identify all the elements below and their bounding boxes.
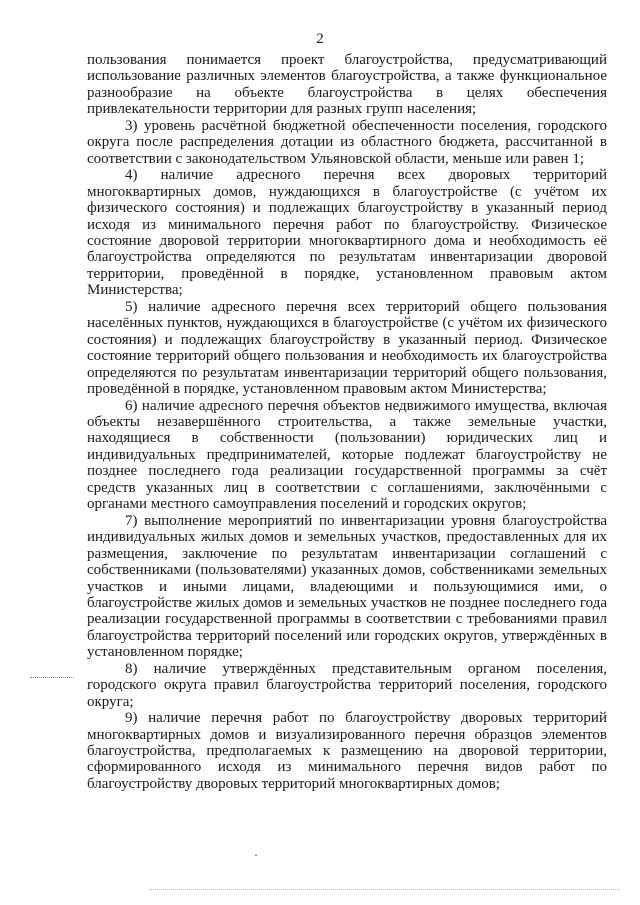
paragraph-item-6: 6) наличие адресного перечня объектов недвижимого имущества, включая объекты незавершённого строительства, а также земельные участки, находящиеся в собственности (пользовании) юридических лиц и индивидуальных предпринимателей, которые подлежат благоустройству не позднее последнего года реализации государственной программы за счёт средств указанных лиц в соответствии с соглашениями, заключёнными с органами местного самоуправления поселений и городских округов; bbox=[87, 397, 607, 513]
paragraph-item-7: 7) выполнение мероприятий по инвентаризации уровня благоустройства индивидуальных жилых домов и земельных участков, предоставленных для их размещения, заключение по результатам инвентаризации соглашений с собственниками (пользователями) указанных домов, собственниками земельных участков и иными лицами, владеющими и пользующимися ими, о благоустройстве жилых домов и земельных участков не позднее последнего года реализации государственной программы в соответствии с требованиями правил благоустройства территорий поселений или городских округов, утверждённых в установленном порядке; bbox=[87, 512, 607, 661]
scan-dot bbox=[255, 854, 257, 856]
paragraph-item-9: 9) наличие перечня работ по благоустройству дворовых территорий многоквартирных домов и визуализированного перечня образцов элементов благоустройства, предполагаемых к размещению на дворовой территории, сформированного исходя из минимального перечня видов работ по благоустройству дворовых территорий многоквартирных домов; bbox=[87, 710, 607, 792]
paragraph-item-4: 4) наличие адресного перечня всех дворовых территорий многоквартирных домов, нуждающихся в благоустройстве (с учётом их физического состояния) и подлежащих благоустройству в указанный период исходя из минимального перечня работ по благоустройству. Физическое состояние дворовой территории многоквартирного дома и необходимость её благоустройства определяются по результатам инвентаризации дворовой территории, проведённой в порядке, установленном правовым актом Министерства; bbox=[87, 167, 607, 299]
paragraph-item-5: 5) наличие адресного перечня всех территорий общего пользования населённых пунктов, нуждающихся в благоустройстве (с учётом их физического состояния) и подлежащих благоустройству в указанный период. Физическое состояние территорий общего пользования и необходимость их благоустройства определяются по результатам инвентаризации территорий общего пользования, проведённой в порядке, установленном правовым актом Министерства; bbox=[87, 298, 607, 398]
document-body bbox=[87, 52, 607, 792]
scan-edge-noise bbox=[150, 889, 620, 894]
paragraph-item-3: 3) уровень расчётной бюджетной обеспеченности поселения, городского округа после распределения дотации из областного бюджета, рассчитанной в соответствии с законодательством Ульяновской области, меньше или равен 1; bbox=[87, 117, 607, 167]
margin-scan-mark bbox=[30, 677, 74, 681]
page-number: 2 bbox=[316, 31, 324, 47]
paragraph-continuation: пользования понимается проект благоустройства, предусматривающий использование различных элементов благоустройства, а также функциональное разнообразие на объекте благоустройства в целях обеспечения привлекательности территории для разных групп населения; bbox=[87, 52, 607, 118]
paragraph-item-8: 8) наличие утверждённых представительным органом поселения, городского округа правил благоустройства территорий поселения, городского округа; bbox=[87, 660, 607, 710]
